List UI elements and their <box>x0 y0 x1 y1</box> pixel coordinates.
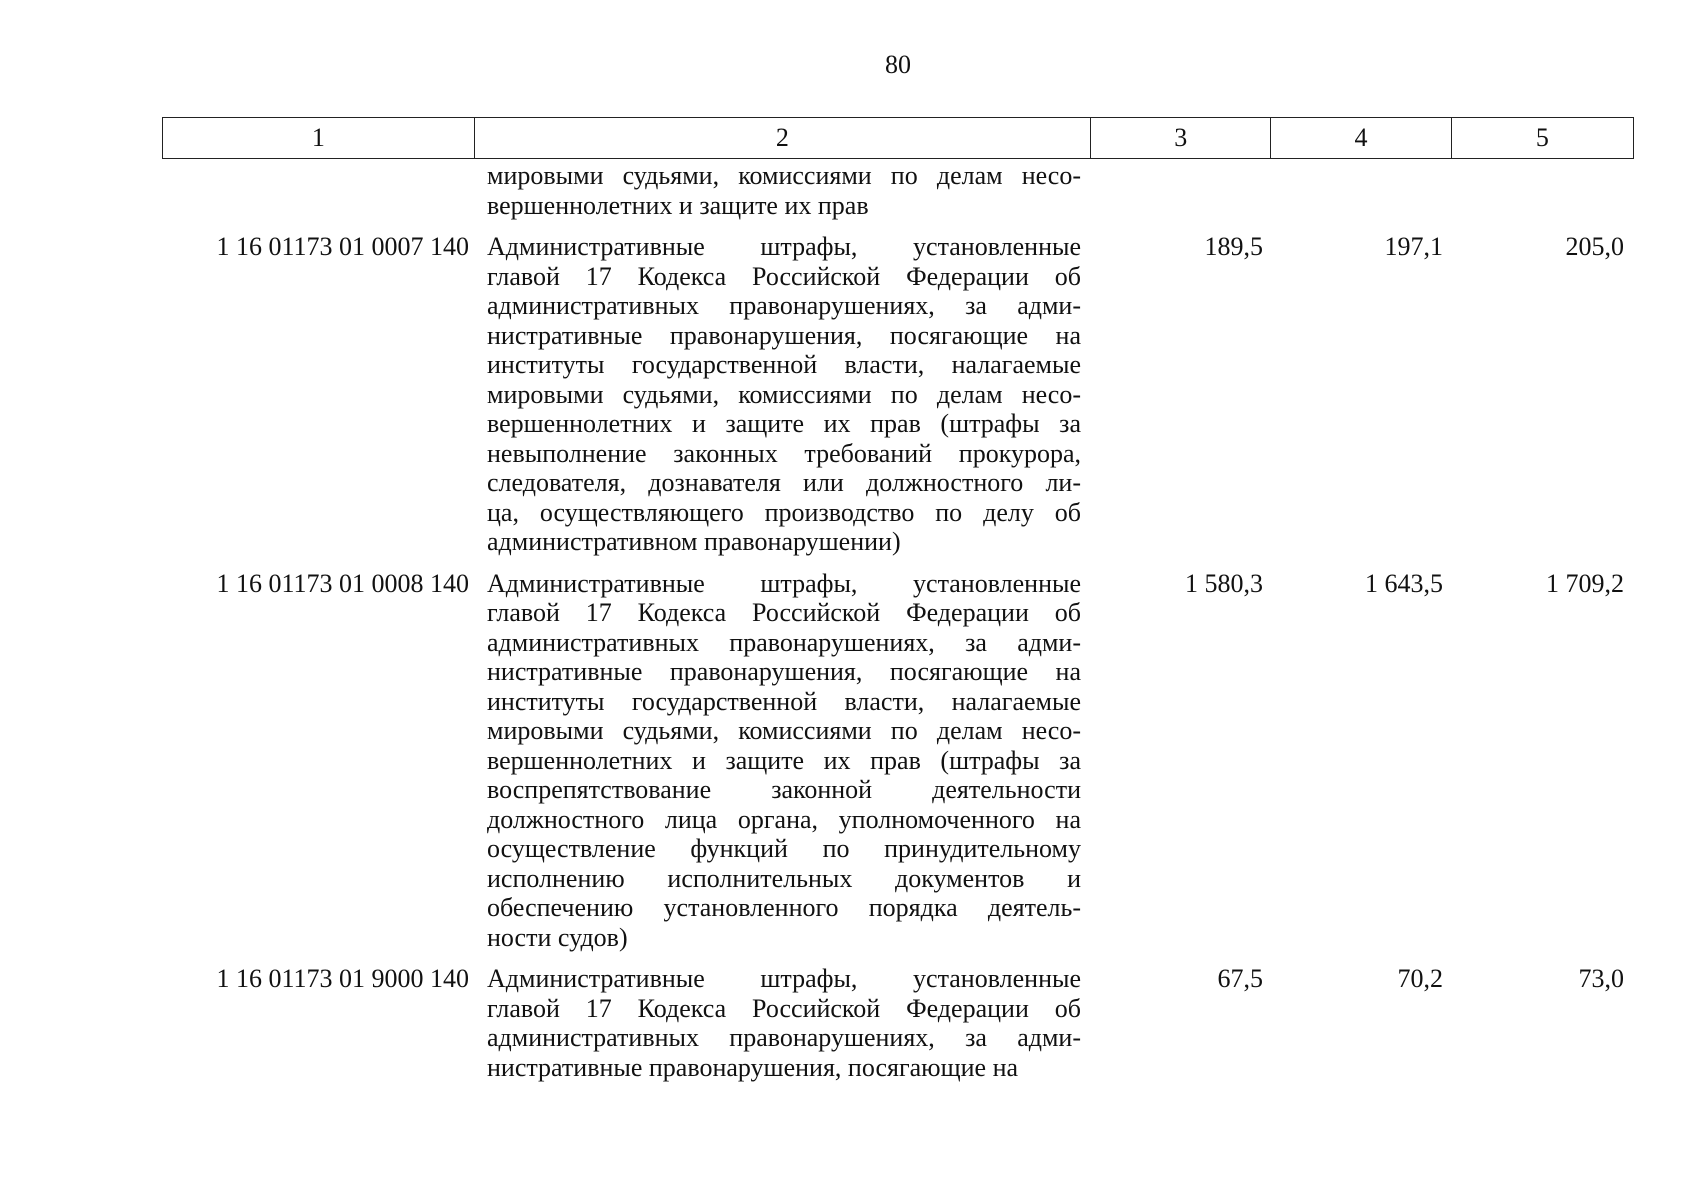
row-code: 1 16 01173 01 9000 140 <box>216 964 469 993</box>
description-line: административных правонарушениях, за адми- <box>487 627 1081 657</box>
row-code: 1 16 01173 01 0007 140 <box>216 232 469 261</box>
description-line: мировыми судьями, комиссиями по делам несо- <box>487 379 1081 409</box>
row-value-col-5: 73,0 <box>1578 964 1624 993</box>
page-number: 80 <box>885 50 911 79</box>
description-line: нистративные правонарушения, посягающие на <box>487 320 1081 350</box>
row-description <box>475 232 1093 557</box>
description-line: мировыми судьями, комиссиями по делам несо- <box>487 716 1081 745</box>
description-line: нистративные правонарушения, посягающие на <box>487 657 1081 686</box>
table-row <box>162 161 1634 220</box>
description-line: главой 17 Кодекса Российской Федерации об <box>487 261 1081 291</box>
header-col-2: 2 <box>474 118 1090 159</box>
table-row <box>162 569 1634 953</box>
description-line: осуществление функций по принудительному <box>487 834 1081 863</box>
description-line: невыполнение законных требований прокурора, <box>487 438 1081 468</box>
description-line: ности судов) <box>487 922 628 952</box>
table-header <box>162 117 1634 159</box>
description-line: обеспечению установленного порядка деятель- <box>487 893 1081 922</box>
row-value-col-3: 67,5 <box>1217 964 1263 993</box>
description-line: следователя, дознавателя или должностного ли- <box>487 468 1081 497</box>
row-code: 1 16 01173 01 0008 140 <box>216 568 469 598</box>
header-col-3: 3 <box>1091 118 1271 159</box>
description-line: административных правонарушениях, за адми- <box>487 1023 1081 1052</box>
description-line: Административные штрафы, установленные <box>487 568 1081 598</box>
row-value-col-4: 70,2 <box>1397 964 1443 993</box>
row-value-col-5: 205,0 <box>1565 232 1624 261</box>
description-line: исполнению исполнительных документов и <box>487 863 1081 893</box>
header-col-4: 4 <box>1271 118 1451 159</box>
description-line: главой 17 Кодекса Российской Федерации об <box>487 993 1081 1023</box>
description-line: вершеннолетних и защите их прав (штрафы за <box>487 745 1081 775</box>
description-line: ца, осуществляющего производство по делу об <box>487 497 1081 527</box>
description-line: Административные штрафы, установленные <box>487 232 1081 261</box>
header-col-5: 5 <box>1451 118 1633 159</box>
row-value-col-3: 189,5 <box>1204 232 1263 261</box>
description-line: вершеннолетних и защите их прав (штрафы за <box>487 409 1081 438</box>
description-line: административном правонарушении) <box>487 527 901 556</box>
table-row <box>162 964 1634 1082</box>
description-line: воспрепятствование законной деятельности <box>487 775 1081 804</box>
description-line: нистративные правонарушения, посягающие на <box>487 1052 1019 1082</box>
description-line: главой 17 Кодекса Российской Федерации об <box>487 598 1081 627</box>
description-line: вершеннолетних и защите их прав <box>487 190 869 220</box>
description-line: институты государственной власти, налагаемые <box>487 350 1081 379</box>
description-line: институты государственной власти, налагаемые <box>487 686 1081 716</box>
row-value-col-5: 1 709,2 <box>1546 568 1624 598</box>
description-line: мировыми судьями, комиссиями по делам несо- <box>487 161 1081 190</box>
description-line: должностного лица органа, уполномоченного на <box>487 804 1081 834</box>
description-line: Административные штрафы, установленные <box>487 964 1081 993</box>
row-description <box>475 161 1093 220</box>
row-value-col-4: 1 643,5 <box>1365 568 1443 598</box>
table-body <box>162 161 1634 1082</box>
table-row <box>162 232 1634 557</box>
row-value-col-3: 1 580,3 <box>1185 568 1263 598</box>
header-col-1: 1 <box>163 118 475 159</box>
row-value-col-4: 197,1 <box>1384 232 1443 261</box>
row-description <box>475 964 1093 1082</box>
row-description <box>475 569 1093 953</box>
description-line: административных правонарушениях, за адми- <box>487 291 1081 320</box>
